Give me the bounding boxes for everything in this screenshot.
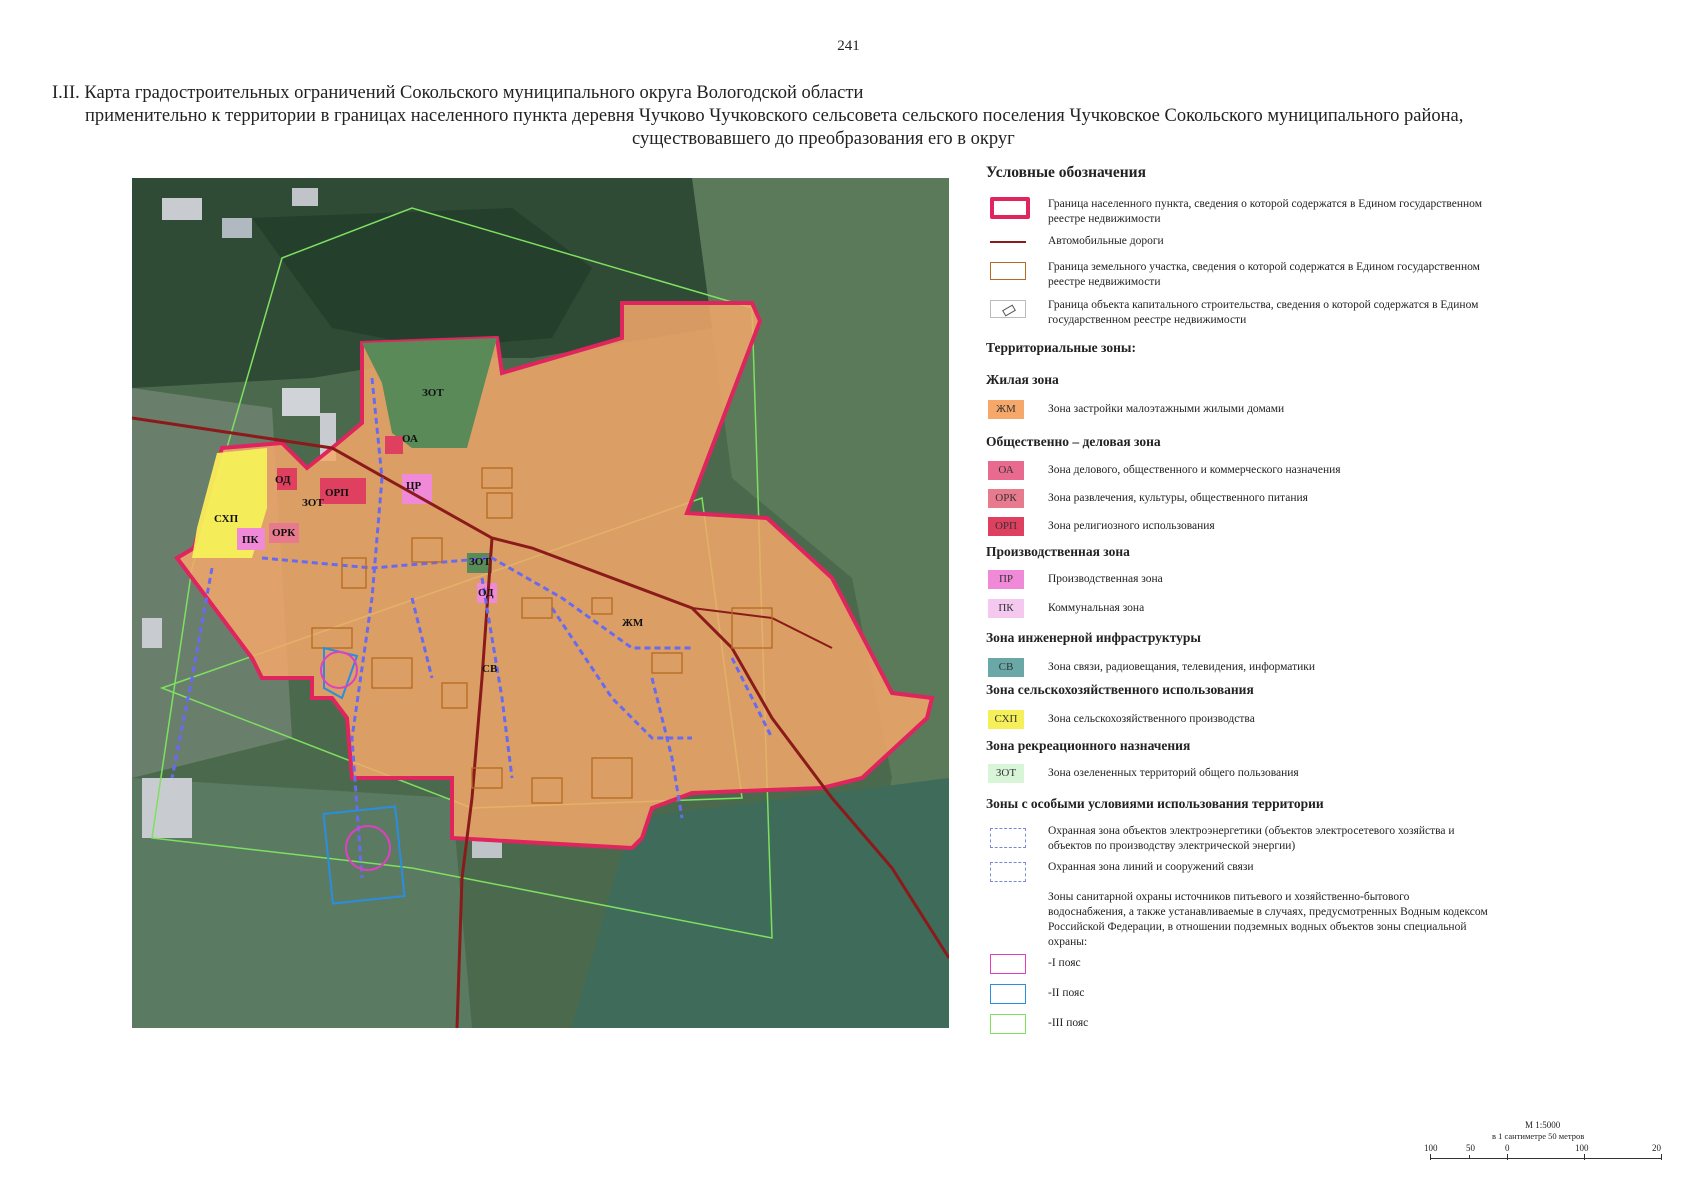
- belt-3-swatch: [990, 1014, 1026, 1034]
- legend-label: -I пояс: [1048, 957, 1081, 969]
- legend-label: Охранная зона объектов электроэнергетики (объектов электросетевого хозяйства и объектов по производству электрической энергии): [1048, 825, 1455, 852]
- building: [142, 618, 162, 648]
- oa-swatch: ОА: [988, 461, 1024, 480]
- legend-public-heading: Общественно – деловая зона: [986, 434, 1161, 449]
- legend-label: Зона озелененных территорий общего пользования: [1048, 767, 1299, 779]
- scale-tick-label: 50: [1466, 1143, 1475, 1153]
- map-label-zot: ЗОТ: [422, 387, 444, 399]
- map-canvas: [132, 178, 949, 1028]
- legend-label: Коммунальная зона: [1048, 602, 1145, 614]
- legend-title: Условные обозначения: [986, 164, 1147, 181]
- legend-agricultural-heading: Зона сельскохозяйственного использования: [986, 682, 1254, 697]
- map-label-pk: ПК: [242, 534, 259, 546]
- building-icon: [1002, 304, 1016, 316]
- belt-1-swatch: [990, 954, 1026, 974]
- legend-label: -II пояс: [1048, 987, 1085, 999]
- page-number: 241: [837, 38, 860, 54]
- legend-engineering-heading: Зона инженерной инфраструктуры: [986, 630, 1201, 645]
- scale-tick-label: 100: [1424, 1143, 1438, 1153]
- ork-swatch: ОРК: [988, 489, 1024, 508]
- legend-label: Охранная зона линий и сооружений связи: [1048, 861, 1254, 873]
- legend-recreation-heading: Зона рекреационного назначения: [986, 738, 1191, 753]
- scale-tick-label: 0: [1505, 1143, 1510, 1153]
- legend-residential-heading: Жилая зона: [986, 372, 1059, 387]
- legend-label: Автомобильные дороги: [1048, 235, 1164, 247]
- legend-label: -III пояс: [1048, 1017, 1089, 1029]
- oa-north-zone: [385, 436, 403, 454]
- legend-label: Граница объекта капитального строительства, сведения о которой содержатся в Едином государственном реестре недвижимости: [1048, 299, 1479, 326]
- land-plot-swatch: [990, 262, 1026, 280]
- comms-zone-swatch: [990, 862, 1026, 882]
- legend-label: Граница населенного пункта, сведения о которой содержатся в Едином государственном реестре недвижимости: [1048, 198, 1482, 225]
- pr-swatch: ПР: [988, 570, 1024, 589]
- scale-line: [1430, 1158, 1662, 1159]
- building: [282, 388, 320, 416]
- scale-ticks: [1424, 1143, 1670, 1155]
- legend-label: Зона религиозного использования: [1048, 520, 1215, 532]
- building: [292, 188, 318, 206]
- sv-swatch: СВ: [988, 658, 1024, 677]
- legend-production-heading: Производственная зона: [986, 544, 1130, 559]
- pk-swatch: ПК: [988, 599, 1024, 618]
- belt-2-swatch: [990, 984, 1026, 1004]
- satellite-map[interactable]: [132, 178, 949, 1028]
- building: [142, 778, 192, 838]
- map-label-zot-center: ЗОТ: [469, 556, 491, 568]
- map-label-orp: ОРП: [325, 487, 349, 499]
- map-title: [52, 82, 1652, 151]
- scale-tick: [1507, 1154, 1508, 1160]
- legend-territorial-zones: Территориальные зоны:: [986, 340, 1136, 355]
- map-label-zot-west: ЗОТ: [302, 497, 324, 509]
- zot-swatch: ЗОТ: [988, 764, 1024, 783]
- scale-tick-label: 20: [1652, 1143, 1661, 1153]
- power-zone-swatch: [990, 828, 1026, 848]
- scale-tick: [1469, 1155, 1470, 1159]
- map-label-cr: ЦР: [406, 480, 422, 492]
- title-line-3: существовавшего до преобразования его в округ: [632, 129, 1015, 149]
- building: [162, 198, 202, 220]
- building-swatch: [990, 300, 1026, 318]
- legend-label: Зона связи, радиовещания, телевидения, информатики: [1048, 661, 1316, 673]
- legend-label: Зона развлечения, культуры, общественного питания: [1048, 492, 1308, 504]
- scale-tick-label: 100: [1575, 1143, 1589, 1153]
- scale-tick: [1430, 1154, 1431, 1160]
- map-label-sv: СВ: [482, 663, 498, 675]
- legend-label: Граница земельного участка, сведения о которой содержатся в Едином государственном реестре недвижимости: [1048, 261, 1480, 288]
- legend-special-heading: Зоны с особыми условиями использования территории: [986, 796, 1324, 811]
- legend-label: Зона делового, общественного и коммерческого назначения: [1048, 464, 1341, 476]
- scale-ratio: М 1:5000: [1525, 1120, 1561, 1130]
- map-label-shp: СХП: [214, 513, 239, 525]
- settlement-boundary-swatch: [990, 197, 1030, 219]
- map-label-od-center: ОД: [478, 587, 494, 599]
- map-label-zhm: ЖМ: [622, 617, 644, 629]
- scale-tick: [1661, 1154, 1662, 1160]
- scale-tick: [1584, 1154, 1585, 1160]
- legend-label: Зона застройки малоэтажными жилыми домами: [1048, 403, 1285, 415]
- legend-label: Производственная зона: [1048, 573, 1163, 585]
- legend-label: Зона сельскохозяйственного производства: [1048, 713, 1255, 725]
- map-label-od: ОД: [275, 474, 291, 486]
- orp-swatch: ОРП: [988, 517, 1024, 536]
- map-label-ork: ОРК: [272, 527, 296, 539]
- zhm-swatch: ЖМ: [988, 400, 1024, 419]
- map-label-oa: ОА: [402, 433, 418, 445]
- building: [222, 218, 252, 238]
- legend-label: Зоны санитарной охраны источников питьевого и хозяйственно-бытового водоснабжения, а также устанавливаемые в случаях, предусмотренных Водным кодексом Российской Федерации, в отношении подземных водных объектов зоны специальной охраны:: [1048, 891, 1488, 948]
- scale-note: в 1 сантиметре 50 метров: [1492, 1131, 1585, 1141]
- title-line-2: применительно к территории в границах населенного пункта деревня Чучково Чучковского сельсовета сельского поселения Чучковское Сокольского муниципального района,: [85, 106, 1464, 126]
- road-swatch: [990, 241, 1026, 243]
- title-line-1: I.II. Карта градостроительных ограничений Сокольского муниципального округа Вологодской области: [52, 83, 864, 103]
- shp-swatch: СХП: [988, 710, 1024, 729]
